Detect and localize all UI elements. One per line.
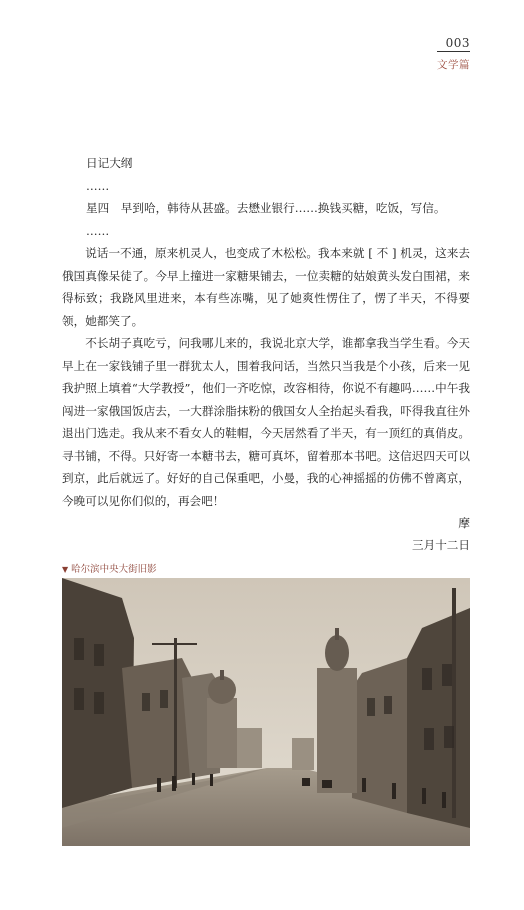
- letter-body: [62, 152, 470, 512]
- section-title: 文学篇: [437, 59, 470, 71]
- signature-block: [412, 512, 470, 556]
- caption-text: 哈尔滨中央大街旧影: [71, 564, 157, 575]
- letter-heading: 日记大纲: [86, 156, 133, 170]
- page-number: 003: [437, 36, 470, 52]
- signature-date: 三月十二日: [412, 538, 470, 552]
- ellipsis: ……: [86, 178, 110, 193]
- page-header: [437, 36, 470, 72]
- street-photo-image: [62, 578, 470, 846]
- signature-name: 摩: [458, 516, 470, 530]
- diary-line: 星四 早到哈，韩待从甚盛。去懋业银行……换钱买糖，吃饭，写信。: [86, 201, 446, 215]
- figure-caption: [62, 561, 157, 575]
- ellipsis: ……: [86, 223, 110, 238]
- caption-marker-icon: ▼: [62, 565, 69, 574]
- historic-street-photo: [62, 578, 470, 846]
- paragraph: 说话一不通，原来机灵人，也变成了木松松。我本来就 [ 不 ] 机灵，这来去俄国真像呆徒了。今早上撞进一家糖果铺去，一位卖糖的姑娘黄头发白围裙，来得标致；我跷风里进来，本有些冻嘴，见了她爽性愣住了，愣了半天，不得要领，她都笑了。: [62, 246, 470, 328]
- paragraph: 不长胡子真吃亏，问我哪儿来的，我说北京大学，谁都拿我当学生看。今天早上在一家钱铺子里一群犹太人，围着我问话，当然只当我是个小孩，后来一见我护照上填着“大学教授”，他们一齐吃惊，改容相待，你说不有趣吗……中午我闯进一家俄国饭店去，一大群涂脂抹粉的俄国女人全抬起头看我，吓得我直往外退出门选走。我从来不看女人的鞋帽，今天居然看了半天，有一顶红的真俏皮。寻书铺，不得。只好寄一本糖书去，糖可真坏，留着那本书吧。这信迟四天可以到京，此后就远了。好好的自己保重吧，小曼，我的心神摇摇的仿佛不曾离京，今晚可以见你们似的，再会吧！: [62, 336, 470, 508]
